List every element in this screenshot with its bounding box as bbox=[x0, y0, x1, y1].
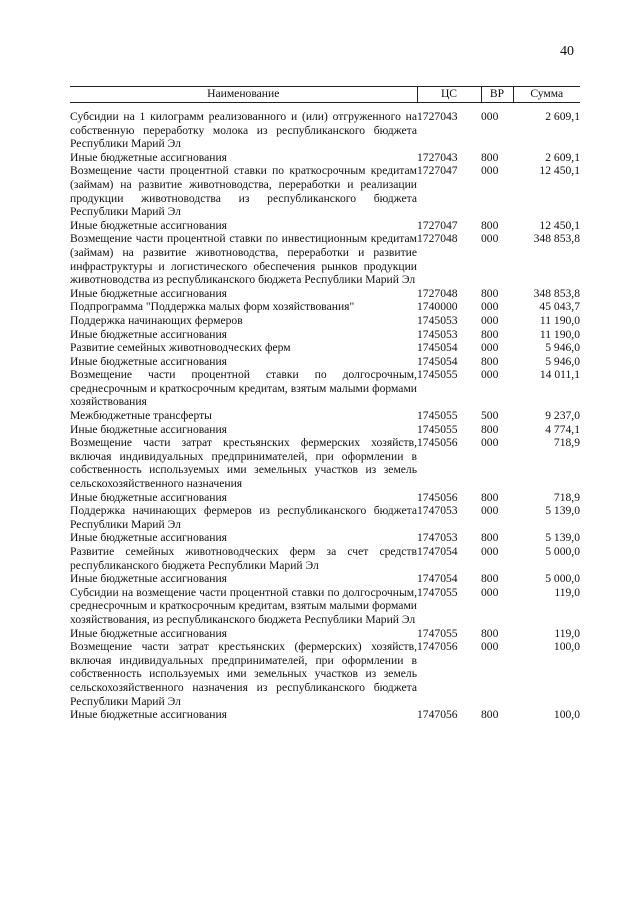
table-row bbox=[70, 586, 580, 627]
cell-amount: 5 946,0 bbox=[545, 354, 580, 368]
table-row bbox=[70, 164, 580, 218]
cell-amount: 5 139,0 bbox=[545, 531, 580, 545]
cell-amount: 100,0 bbox=[553, 708, 580, 722]
cell-expense-type: 000 bbox=[481, 545, 499, 558]
cell-target-code: 1727043 bbox=[417, 150, 458, 164]
cell-target-code: 1747056 bbox=[417, 640, 458, 654]
cell-target-code: 1727048 bbox=[417, 232, 458, 246]
cell-target-code: 1745056 bbox=[417, 436, 458, 450]
table-row bbox=[70, 328, 580, 342]
cell-target-code: 1747055 bbox=[417, 626, 458, 640]
cell-expense-type: 800 bbox=[481, 150, 499, 164]
cell-target-code: 1727048 bbox=[417, 286, 458, 300]
cell-expense-type: 800 bbox=[481, 286, 499, 300]
table-row bbox=[70, 572, 580, 586]
table-row bbox=[70, 627, 580, 641]
cell-name: Поддержка начинающих фермеров bbox=[70, 313, 243, 327]
cell-name: Возмещение части процентной ставки по долгосрочным, среднесрочным и краткосрочным кредитам, взятым малыми формами хозяйствования bbox=[70, 368, 417, 409]
cell-target-code: 1747053 bbox=[417, 504, 458, 518]
table-row bbox=[70, 300, 580, 314]
table-row bbox=[70, 491, 580, 505]
header-vr: ВР bbox=[481, 87, 513, 103]
cell-name: Возмещение части процентной ставки по инвестиционным кредитам (займам) на развитие животноводства, переработки и развитие инфраструктуры и логистического обеспечения рынков продукции животноводства из республиканского бюджета Республики Марий Эл bbox=[70, 232, 417, 287]
cell-target-code: 1745053 bbox=[417, 327, 458, 341]
cell-expense-type: 800 bbox=[481, 490, 499, 504]
cell-expense-type: 800 bbox=[481, 708, 499, 722]
cell-target-code: 1745054 bbox=[417, 341, 458, 355]
cell-expense-type: 800 bbox=[481, 354, 499, 368]
cell-name: Возмещение части процентной ставки по краткосрочным кредитам (займам) на развитие животноводства, переработки и реализации продукции животноводства из республиканского бюджета Республики Марий Эл bbox=[70, 164, 417, 219]
cell-name: Развитие семейных животноводческих ферм bbox=[70, 341, 291, 355]
table-row bbox=[70, 545, 580, 572]
table-row bbox=[70, 341, 580, 355]
cell-expense-type: 800 bbox=[481, 218, 499, 232]
cell-target-code: 1745053 bbox=[417, 313, 458, 327]
table-row bbox=[70, 232, 580, 286]
cell-expense-type: 000 bbox=[481, 368, 499, 382]
cell-name: Иные бюджетные ассигнования bbox=[70, 626, 227, 640]
cell-amount: 45 043,7 bbox=[539, 300, 580, 314]
cell-amount: 12 450,1 bbox=[539, 218, 580, 232]
cell-amount: 718,9 bbox=[553, 490, 580, 504]
cell-name: Подпрограмма "Поддержка малых форм хозяйствования" bbox=[70, 300, 355, 314]
header-cs: ЦС bbox=[417, 87, 481, 103]
cell-name: Субсидии на возмещение части процентной ставки по долгосрочным, среднесрочным и краткосрочным кредитам, взятым малыми формами хозяйствования, из республиканского бюджета Республики Марий Эл bbox=[70, 585, 417, 626]
table-row bbox=[70, 504, 580, 531]
cell-name: Иные бюджетные ассигнования bbox=[70, 572, 227, 586]
cell-expense-type: 800 bbox=[481, 572, 499, 586]
table-row bbox=[70, 103, 580, 151]
cell-expense-type: 000 bbox=[481, 436, 499, 450]
cell-amount: 119,0 bbox=[554, 626, 580, 640]
cell-expense-type: 000 bbox=[481, 232, 499, 246]
cell-name: Иные бюджетные ассигнования bbox=[70, 218, 227, 232]
cell-amount: 348 853,8 bbox=[533, 286, 580, 300]
header-name: Наименование bbox=[70, 87, 417, 103]
cell-name: Иные бюджетные ассигнования bbox=[70, 286, 227, 300]
cell-target-code: 1747055 bbox=[417, 585, 458, 599]
cell-expense-type: 800 bbox=[481, 327, 499, 341]
cell-expense-type: 800 bbox=[481, 626, 499, 640]
cell-expense-type: 000 bbox=[481, 164, 499, 178]
cell-target-code: 1747053 bbox=[417, 531, 458, 545]
cell-name: Иные бюджетные ассигнования bbox=[70, 708, 227, 722]
cell-target-code: 1727047 bbox=[417, 164, 458, 178]
cell-target-code: 1745055 bbox=[417, 409, 458, 423]
cell-expense-type: 000 bbox=[481, 585, 499, 599]
cell-expense-type: 800 bbox=[481, 422, 499, 436]
cell-name: Иные бюджетные ассигнования bbox=[70, 422, 227, 436]
budget-table bbox=[70, 86, 580, 722]
header-sum: Сумма bbox=[513, 87, 580, 103]
table-row bbox=[70, 640, 580, 708]
cell-target-code: 1745054 bbox=[417, 354, 458, 368]
cell-name: Межбюджетные трансферты bbox=[70, 409, 212, 423]
table-row bbox=[70, 151, 580, 165]
cell-amount: 348 853,8 bbox=[533, 232, 580, 246]
cell-amount: 11 190,0 bbox=[539, 327, 580, 341]
cell-expense-type: 000 bbox=[481, 300, 499, 314]
cell-amount: 4 774,1 bbox=[545, 422, 580, 436]
page-number: 40 bbox=[560, 44, 574, 59]
cell-amount: 5 000,0 bbox=[545, 572, 580, 586]
table-row bbox=[70, 368, 580, 409]
cell-amount: 718,9 bbox=[553, 436, 580, 450]
cell-amount: 100,0 bbox=[553, 640, 580, 654]
cell-amount: 9 237,0 bbox=[545, 409, 580, 423]
table-row bbox=[70, 409, 580, 423]
cell-amount: 5 139,0 bbox=[545, 504, 580, 518]
cell-target-code: 1745056 bbox=[417, 490, 458, 504]
cell-target-code: 1740000 bbox=[417, 300, 458, 314]
cell-amount: 14 011,1 bbox=[539, 368, 580, 382]
table-row bbox=[70, 708, 580, 722]
table-row bbox=[70, 287, 580, 301]
cell-amount: 12 450,1 bbox=[539, 164, 580, 178]
cell-name: Возмещение части затрат крестьянских фермерских хозяйств, включая индивидуальных предпринимателей, при оформлении в собственность используемых ими земельных участков из земель сельскохозяйственного назначения bbox=[70, 436, 417, 491]
cell-amount: 2 609,1 bbox=[545, 150, 580, 164]
cell-expense-type: 000 bbox=[481, 110, 499, 123]
table-row bbox=[70, 314, 580, 328]
table-header-row bbox=[70, 87, 580, 103]
table-row bbox=[70, 423, 580, 437]
cell-name: Иные бюджетные ассигнования bbox=[70, 150, 227, 164]
table-row bbox=[70, 436, 580, 490]
cell-name: Иные бюджетные ассигнования bbox=[70, 490, 227, 504]
table-row bbox=[70, 219, 580, 233]
cell-target-code: 1747054 bbox=[417, 545, 458, 558]
cell-name: Развитие семейных животноводческих ферм за счет средств республиканского бюджета Республики Марий Эл bbox=[70, 545, 417, 572]
cell-name: Субсидии на 1 килограмм реализованного и (или) отгруженного на собственную переработку молока из республиканского бюджета Республики Марий Эл bbox=[70, 110, 417, 151]
cell-amount: 11 190,0 bbox=[539, 313, 580, 327]
cell-amount: 2 609,1 bbox=[545, 110, 580, 123]
cell-expense-type: 800 bbox=[481, 531, 499, 545]
cell-expense-type: 000 bbox=[481, 504, 499, 518]
cell-target-code: 1747054 bbox=[417, 572, 458, 586]
cell-expense-type: 000 bbox=[481, 313, 499, 327]
cell-amount: 119,0 bbox=[554, 585, 580, 599]
cell-target-code: 1727047 bbox=[417, 218, 458, 232]
table-row bbox=[70, 531, 580, 545]
cell-name: Иные бюджетные ассигнования bbox=[70, 531, 227, 545]
cell-target-code: 1727043 bbox=[417, 110, 458, 123]
cell-name: Поддержка начинающих фермеров из республиканского бюджета Республики Марий Эл bbox=[70, 504, 417, 531]
cell-amount: 5 000,0 bbox=[545, 545, 580, 558]
cell-name: Возмещение части затрат крестьянских (фермерских) хозяйств, включая индивидуальных предпринимателей, при оформлении в собственность используемых ими земельных участков из земель сельскохозяйственного назначения из республиканского бюджета Республики Марий Эл bbox=[70, 640, 417, 708]
table-body bbox=[70, 103, 580, 722]
cell-name: Иные бюджетные ассигнования bbox=[70, 354, 227, 368]
cell-expense-type: 000 bbox=[481, 341, 499, 355]
cell-target-code: 1745055 bbox=[417, 368, 458, 382]
cell-target-code: 1745055 bbox=[417, 422, 458, 436]
cell-name: Иные бюджетные ассигнования bbox=[70, 327, 227, 341]
cell-target-code: 1747056 bbox=[417, 708, 458, 722]
table-row bbox=[70, 355, 580, 369]
cell-amount: 5 946,0 bbox=[545, 341, 580, 355]
cell-expense-type: 500 bbox=[481, 409, 499, 423]
cell-expense-type: 000 bbox=[481, 640, 499, 654]
